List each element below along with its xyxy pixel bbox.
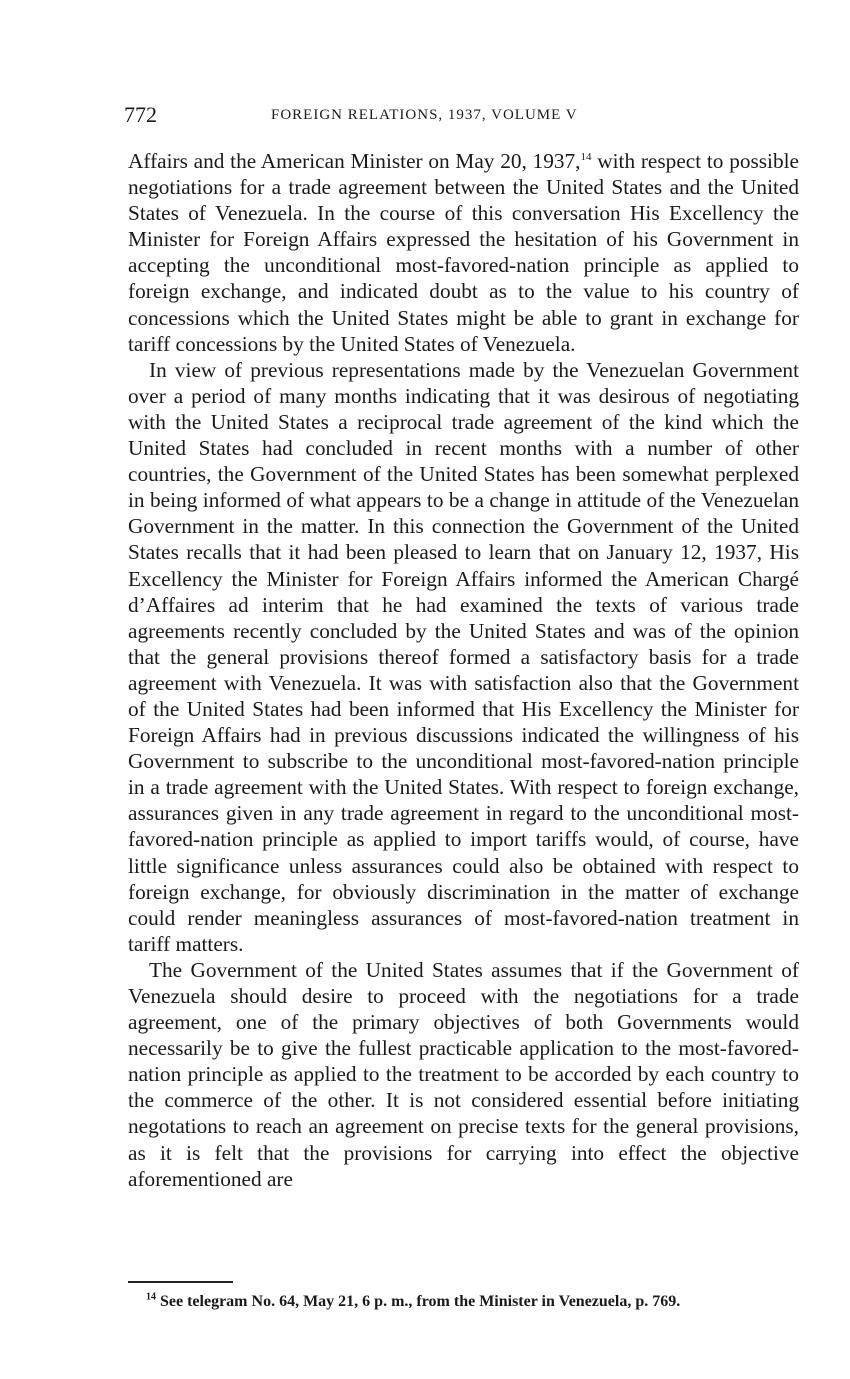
running-head: FOREIGN RELATIONS, 1937, VOLUME V	[271, 107, 578, 123]
footnote-text: See telegram No. 64, May 21, 6 p. m., from the Minister in Venezuela, p. 769.	[156, 1293, 681, 1310]
page-number: 772	[124, 102, 157, 127]
footnote-rule	[128, 1281, 233, 1283]
paragraph-2: In view of previous representations made by the Venezuelan Government over a period of many months indicating that it was desirous of negotiating with the United States a reciprocal trade agreement of the kind which the United States had concluded in recent months with a number of other countries, the Government of the United States has been somewhat perplexed in being informed of what appears to be a change in attitude of the Venezuelan Government in the matter. In this connection the Government of the United States recalls that it had been pleased to learn that on January 12, 1937, His Excellency the Minister for Foreign Affairs informed the American Chargé d’Affaires ad interim that he had examined the texts of various trade agreements recently concluded by the United States and was of the opinion that the general provisions thereof formed a satisfactory basis for a trade agreement with Venezuela. It was with satisfaction also that the Government of the United States had been informed that His Excellency the Minister for Foreign Affairs had in previous discussions indicated the willingness of his Government to subscribe to the unconditional most-favored-nation principle in a trade agreement with the United States. With respect to foreign exchange, assurances given in any trade agreement in regard to the unconditional most-favored-nation principle as applied to import tariffs would, of course, have little significance unless assurances could also be obtained with respect to foreign exchange, for obviously discrimination in the matter of exchange could render meaningless assurances of most-favored-nation treatment in tariff matters.	[128, 357, 799, 956]
footnote-reference: 14	[580, 150, 592, 163]
footnote-marker: 14	[146, 1291, 156, 1303]
paragraph-3: The Government of the United States assumes that if the Government of Venezuela should desire to proceed with the negotiations for a trade agreement, one of the primary objectives of both Governments would necessarily be to give the fullest practicable application to the most-favored-nation principle as applied to the treatment to be accorded by each country to the commerce of the other. It is not considered essential before initiating negotations to reach an agreement on precise texts for the general provisions, as it is felt that the provisions for carrying into effect the objective aforementioned are	[128, 957, 799, 1191]
paragraph-1-text-b: with respect to possible negotiations for a trade agreement between the United States and the United States of Venezuela. In the course of this conversation His Excellency the Minister for Foreign Affairs expressed the hesitation of his Government in accepting the unconditional most-favored-nation principle as applied to foreign exchange, and indicated doubt as to the value to his country of concessions which the United States might be able to grant in exchange for tariff concessions by the United States of Venezuela.	[128, 149, 799, 356]
paragraph-1-text-a: Affairs and the American Minister on May 20, 1937,	[128, 149, 581, 173]
footnote	[146, 1293, 680, 1311]
paragraph-1	[128, 148, 799, 357]
body-text	[128, 148, 799, 1192]
